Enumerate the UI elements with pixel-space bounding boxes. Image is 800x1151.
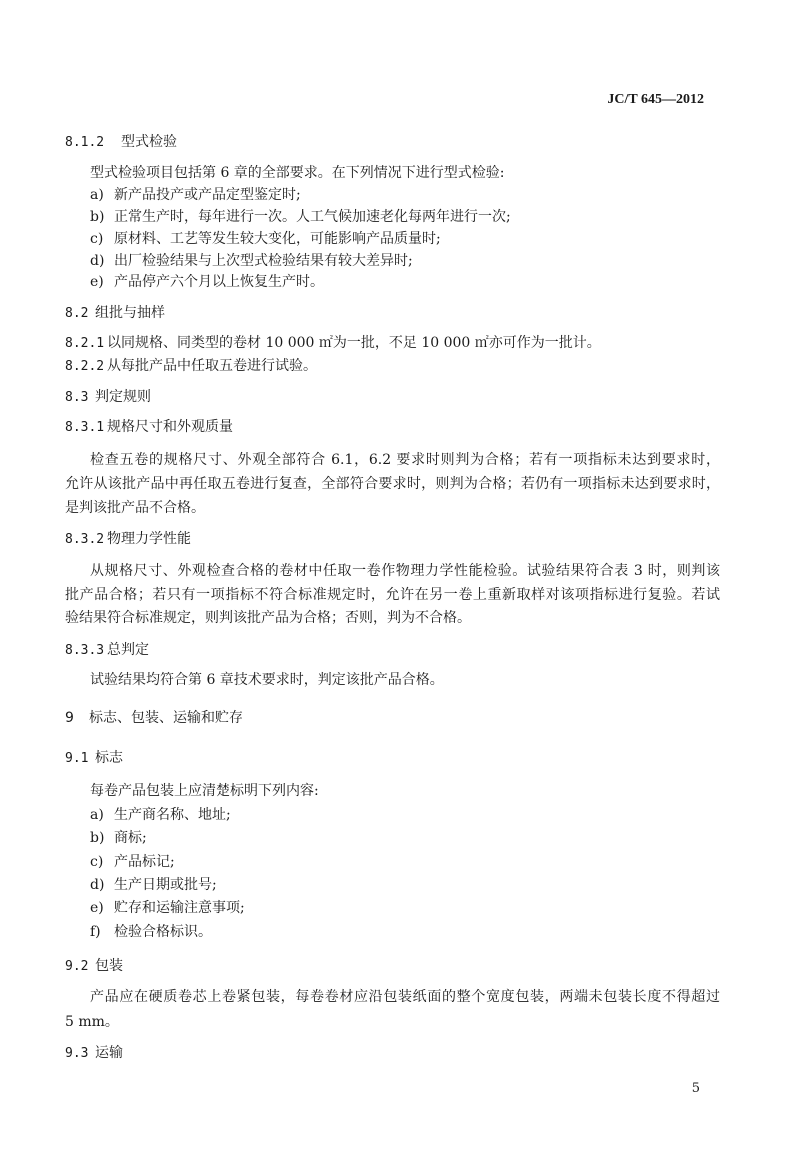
section-number: 9 xyxy=(65,710,74,726)
section-title: 判定规则 xyxy=(95,389,151,405)
list-letter: e) xyxy=(90,274,104,290)
list-letter: f) xyxy=(90,924,101,940)
list-letter: a) xyxy=(90,187,104,203)
list-item xyxy=(90,273,324,291)
clause-text: 从每批产品中任取五卷进行试验。 xyxy=(107,358,317,374)
section-number: 8.3.3 xyxy=(65,643,105,658)
list-text: 新产品投产或产品定型鉴定时; xyxy=(114,187,301,203)
section-heading-8-3-2 xyxy=(65,530,191,549)
list-letter: b) xyxy=(90,830,105,846)
section-title: 物理力学性能 xyxy=(107,531,191,547)
list-item xyxy=(90,829,147,847)
section-number: 8.3.1 xyxy=(65,420,105,435)
section-number: 9.2 xyxy=(65,959,89,974)
section-title: 型式检验 xyxy=(121,134,177,150)
section-number: 9.1 xyxy=(65,751,89,766)
list-item xyxy=(90,806,231,824)
list-item xyxy=(90,230,441,248)
list-item xyxy=(90,252,413,270)
paragraph: 每卷产品包装上应清楚标明下列内容: xyxy=(90,783,319,799)
paragraph-line: 是判该批产品不合格。 xyxy=(65,500,205,516)
list-text: 产品停产六个月以上恢复生产时。 xyxy=(114,274,324,290)
paragraph-line: 检查五卷的规格尺寸、外观全部符合 6.1，6.2 要求时则判为合格；若有一项指标未达到要求时， xyxy=(90,452,720,468)
section-number: 8.2 xyxy=(65,306,89,321)
list-item xyxy=(90,923,212,941)
section-title: 包装 xyxy=(95,958,123,974)
list-text: 正常生产时，每年进行一次。人工气候加速老化每两年进行一次; xyxy=(114,209,511,225)
section-number: 8.2.1 xyxy=(65,336,105,351)
paragraph-line: 验结果符合标准规定，则判该批产品为合格；否则，判为不合格。 xyxy=(65,610,471,626)
list-item xyxy=(90,876,217,894)
chapter-heading-9 xyxy=(65,709,243,727)
page-number: 5 xyxy=(691,1081,700,1096)
list-item xyxy=(90,853,175,871)
clause-8-2-2 xyxy=(65,357,317,376)
paragraph-line: 允许从该批产品中再任取五卷进行复查，全部符合要求时，则判为合格；若仍有一项指标未达到要求时， xyxy=(65,476,720,492)
section-heading-9-2 xyxy=(65,957,123,976)
section-heading-8-1-2 xyxy=(65,133,177,152)
list-text: 检验合格标识。 xyxy=(114,924,212,940)
section-title: 规格尺寸和外观质量 xyxy=(107,419,233,435)
section-heading-9-1 xyxy=(65,749,123,768)
section-title: 组批与抽样 xyxy=(95,305,165,321)
list-text: 出厂检验结果与上次型式检验结果有较大差异时; xyxy=(114,253,413,269)
paragraph-line: 批产品合格；若只有一项指标不符合标准规定时，允许在另一卷上重新取样对该项指标进行复验。若试 xyxy=(65,587,720,603)
list-text: 贮存和运输注意事项; xyxy=(114,900,245,916)
clause-text: 以同规格、同类型的卷材 10 000 ㎡为一批，不足 10 000 ㎡亦可作为一批计。 xyxy=(107,335,601,351)
section-title: 总判定 xyxy=(107,642,149,658)
section-title: 标志、包装、运输和贮存 xyxy=(89,710,243,726)
list-item xyxy=(90,899,245,917)
list-item xyxy=(90,186,301,204)
list-letter: c) xyxy=(90,854,104,870)
paragraph-line: 产品应在硬质卷芯上卷紧包装，每卷卷材应沿包装纸面的整个宽度包装，两端未包装长度不得超过 xyxy=(90,989,720,1005)
list-letter: e) xyxy=(90,900,104,916)
list-letter: d) xyxy=(90,877,105,893)
section-heading-8-2 xyxy=(65,304,165,323)
paragraph: 型式检验项目包括第 6 章的全部要求。在下列情况下进行型式检验: xyxy=(90,165,505,181)
list-text: 产品标记; xyxy=(114,854,175,870)
section-number: 8.2.2 xyxy=(65,359,105,374)
section-heading-9-3 xyxy=(65,1044,123,1063)
section-heading-8-3-1 xyxy=(65,418,233,437)
list-text: 原材料、工艺等发生较大变化，可能影响产品质量时; xyxy=(114,231,441,247)
paragraph-line: 5 mm。 xyxy=(65,1014,119,1030)
list-letter: b) xyxy=(90,209,105,225)
clause-8-2-1 xyxy=(65,334,601,353)
list-letter: c) xyxy=(90,231,104,247)
section-number: 8.1.2 xyxy=(65,135,105,150)
section-heading-8-3-3 xyxy=(65,641,149,660)
list-letter: a) xyxy=(90,807,104,823)
paragraph: 试验结果均符合第 6 章技术要求时，判定该批产品合格。 xyxy=(90,672,444,688)
section-heading-8-3 xyxy=(65,388,151,407)
standard-code: JC/T 645—2012 xyxy=(607,92,704,107)
paragraph-line: 从规格尺寸、外观检查合格的卷材中任取一卷作物理力学性能检验。试验结果符合表 3 时，则判该 xyxy=(90,563,720,579)
list-text: 商标; xyxy=(114,830,147,846)
section-title: 标志 xyxy=(95,750,123,766)
section-number: 9.3 xyxy=(65,1046,89,1061)
list-letter: d) xyxy=(90,253,105,269)
section-title: 运输 xyxy=(95,1045,123,1061)
section-number: 8.3.2 xyxy=(65,532,105,547)
list-text: 生产商名称、地址; xyxy=(114,807,231,823)
list-text: 生产日期或批号; xyxy=(114,877,217,893)
list-item xyxy=(90,208,511,226)
section-number: 8.3 xyxy=(65,390,89,405)
